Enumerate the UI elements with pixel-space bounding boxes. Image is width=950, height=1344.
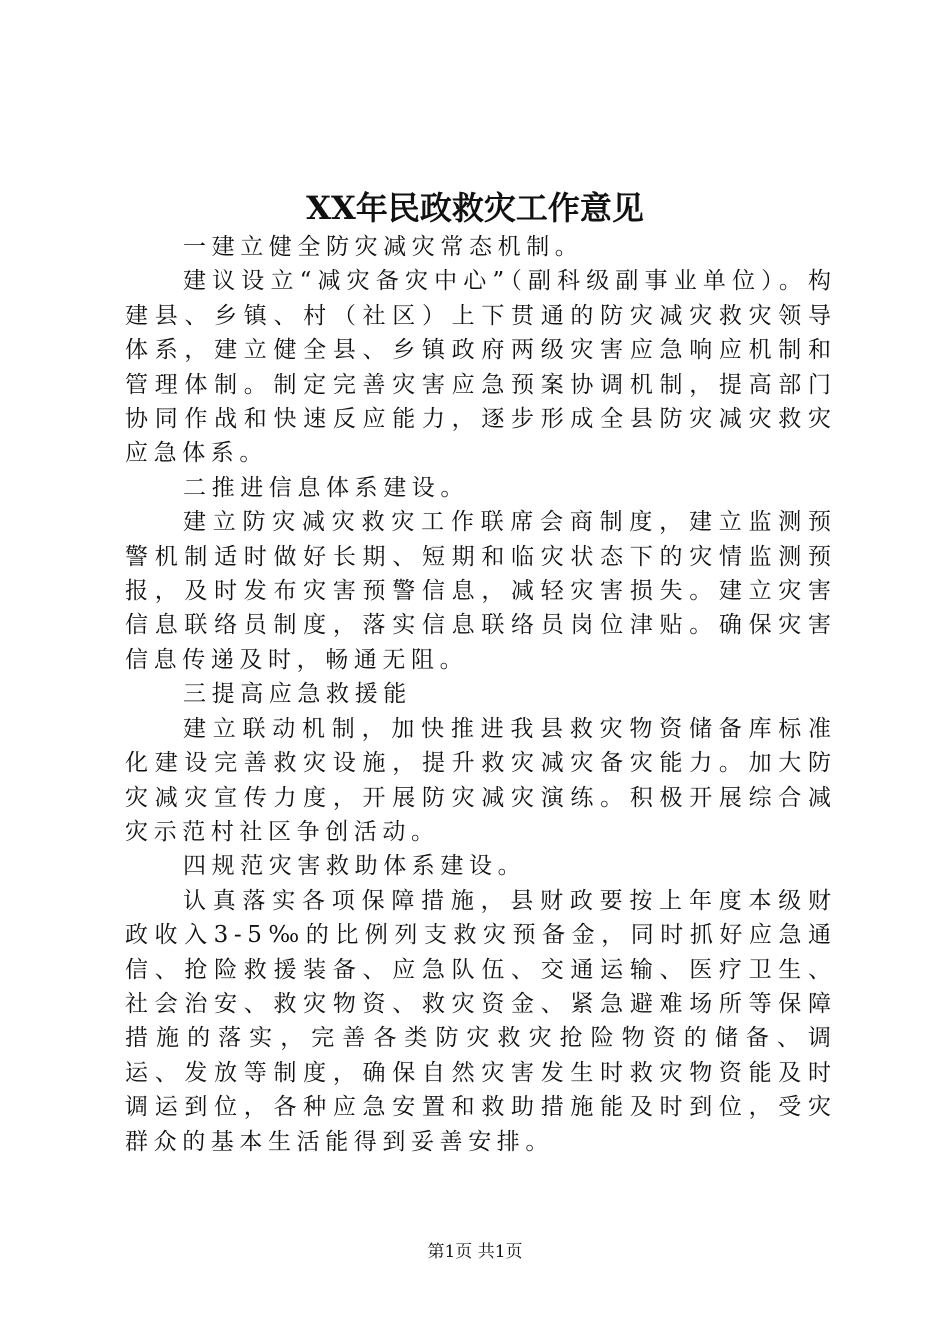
section-heading-3: 三提高应急救援能 <box>183 681 412 708</box>
page-footer: 第1页 共1页 <box>427 1242 523 1262</box>
section-heading-2: 二推进信息体系建设。 <box>183 474 469 501</box>
section-paragraph-1: 建议设立“减灾备灾中心”（副科级副事业单位）。构建县、乡镇、村（社区）上下贯通的防灾减灾救灾领导体系，建立健全县、乡镇政府两级灾害应急响应机制和管理体制。制定完善灾害应急预案协调机制，提高部门协同作战和快速反应能力，逐步形成全县防灾减灾救灾应急体系。 <box>125 268 837 467</box>
section-paragraph-2: 建立防灾减灾救灾工作联席会商制度，建立监测预警机制适时做好长期、短期和临灾状态下的灾情监测预报，及时发布灾害预警信息，减轻灾害损失。建立灾害信息联络员制度，落实信息联络员岗位津贴。确保灾害信息传递及时，畅通无阻。 <box>125 509 837 673</box>
document-title: XX年民政救灾工作意见 <box>306 189 644 227</box>
section-heading-1: 一建立健全防灾减灾常态机制。 <box>183 234 584 260</box>
section-paragraph-3: 建立联动机制，加快推进我县救灾物资储备库标准化建设完善救灾设施，提升救灾减灾备灾能力。加大防灾减灾宣传力度，开展防灾减灾演练。积极开展综合减灾示范村社区争创活动。 <box>125 715 837 845</box>
document-body <box>125 230 837 1159</box>
section-heading-4: 四规范灾害救助体系建设。 <box>183 853 527 880</box>
section-paragraph-4: 认真落实各项保障措施，县财政要按上年度本级财政收入3-5‰的比例列支救灾预备金，同时抓好应急通信、抢险救援装备、应急队伍、交通运输、医疗卫生、社会治安、救灾物资、救灾资金、紧急避难场所等保障措施的落实，完善各类防灾救灾抢险物资的储备、调运、发放等制度，确保自然灾害发生时救灾物资能及时调运到位，各种应急安置和救助措施能及时到位，受灾群众的基本生活能得到妥善安排。 <box>125 887 837 1155</box>
